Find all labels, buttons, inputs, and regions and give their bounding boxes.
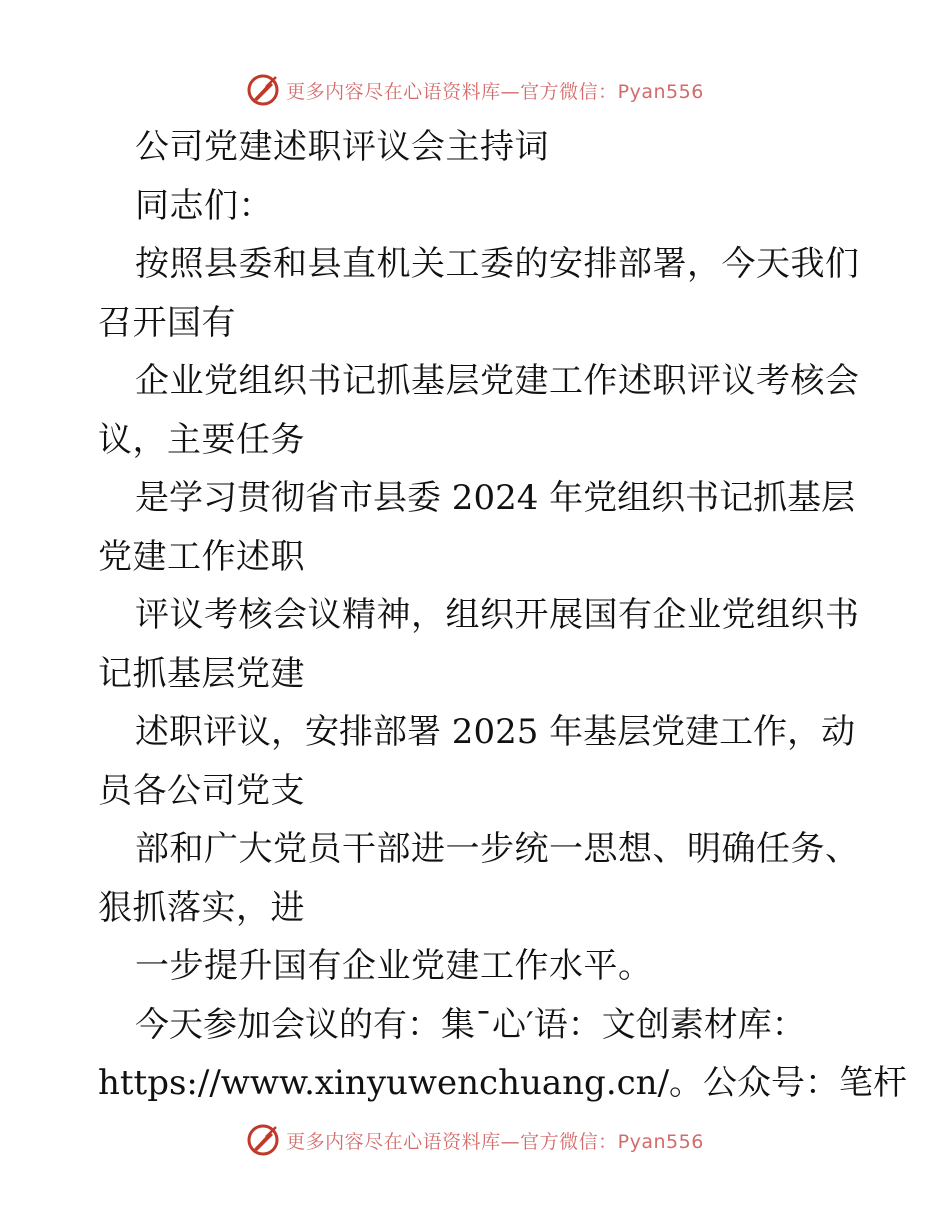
paragraph-line: 今天参加会议的有：集¯心′语：文创素材库： [135,1004,806,1045]
paragraph-line: 狠抓落实，进 [98,887,305,928]
paragraph-line: 企业党组织书记抓基层党建工作述职评议考核会 [135,361,860,401]
paragraph-line: 党建工作述职 [98,536,305,577]
paragraph-line: https://www.xinyuwenchuang.cn/。公众号：笔杆 [98,1063,908,1103]
paragraph-line: 召开国有 [98,302,236,343]
quill-logo-icon [246,73,280,107]
salutation: 同志们： [135,185,273,226]
document-body [98,118,908,1113]
paragraph-line: 是学习贯彻省市县委 2024 年党组织书记抓基层 [135,478,856,518]
quill-logo-icon [246,1123,280,1157]
paragraph-line: 议，主要任务 [98,419,305,460]
footer-watermark-text: 更多内容尽在心语资料库—官方微信：Pyan556 [286,1130,704,1153]
header-watermark-text: 更多内容尽在心语资料库—官方微信：Pyan556 [286,80,704,103]
document-title: 公司党建述职评议会主持词 [135,127,549,167]
paragraph-line: 评议考核会议精神，组织开展国有企业党组织书 [135,595,860,635]
paragraph-line: 员各公司党支 [98,770,305,811]
paragraph-line: 记抓基层党建 [98,653,305,694]
paragraph-line: 按照县委和县直机关工委的安排部署，今天我们 [135,244,860,284]
footer-watermark [0,1120,950,1160]
paragraph-line: 部和广大党员干部进一步统一思想、明确任务、 [135,829,860,869]
paragraph-line: 一步提升国有企业党建工作水平。 [135,946,653,986]
header-watermark [0,70,950,110]
paragraph-line: 述职评议，安排部署 2025 年基层党建工作，动 [135,712,856,752]
